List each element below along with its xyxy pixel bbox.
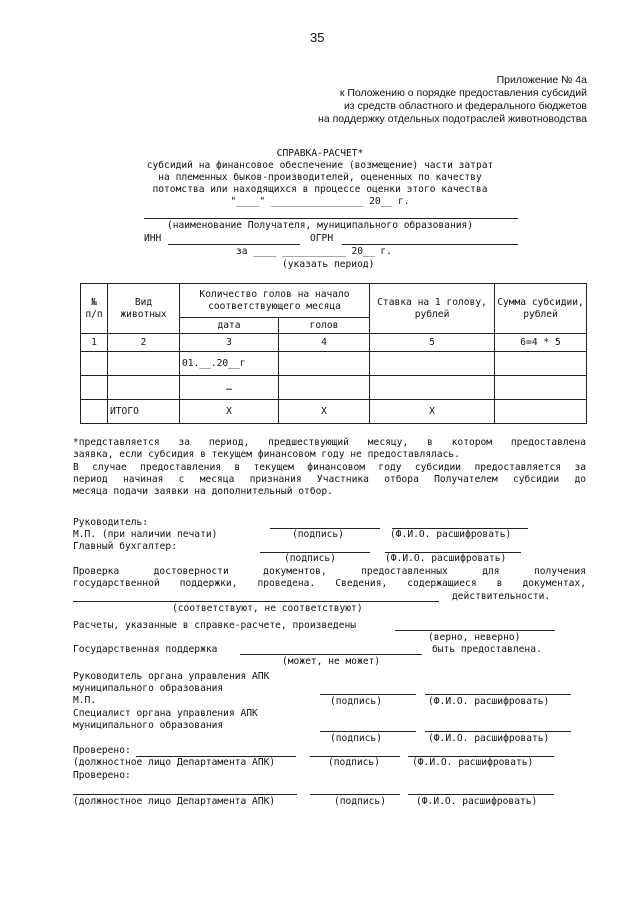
col-number: 2	[108, 334, 180, 352]
footnote-line: *представляется за период, предшествующий месяцу, в котором предоставлена	[73, 437, 586, 448]
total-label: ИТОГО	[108, 400, 180, 424]
checked-label: Проверено:	[73, 770, 131, 781]
signature-line	[310, 794, 400, 795]
support-label: Государственная поддержка	[73, 644, 218, 655]
check-line: Проверка достоверности документов, предоставленных для получения	[73, 566, 586, 577]
col-header-date: дата	[180, 318, 279, 334]
fio-caption: (Ф.И.О. расшифровать)	[412, 757, 534, 768]
table-row	[81, 352, 587, 376]
official-caption: (должностное лицо Департамента АПК)	[73, 796, 276, 807]
note-line: месяца подачи заявки на дополнительный отбор.	[73, 486, 333, 497]
col-header-num: № п/п	[81, 284, 108, 334]
support-end: быть предоставлена.	[432, 644, 542, 655]
fio-line	[408, 794, 554, 795]
col-number: 1	[81, 334, 108, 352]
apk-spec-label: Специалист органа управления АПК	[73, 708, 258, 719]
subsidy-table	[80, 283, 587, 424]
correspond-line	[73, 601, 439, 602]
col-number: 6=4 * 5	[495, 334, 587, 352]
apk-head-label: муниципального образования	[73, 683, 224, 694]
fio-caption: (Ф.И.О. расшифровать)	[385, 553, 507, 564]
seal-label: М.П. (при наличии печати)	[73, 529, 218, 540]
signature-caption: (подпись)	[330, 733, 382, 744]
checked-line	[73, 794, 297, 795]
row-date-cell: 01.__.20__г	[180, 352, 279, 376]
title-line: на племенных быков-производителей, оцененных по качеству	[158, 172, 482, 183]
title-line: потомства или находящихся в процессе оценки этого качества	[152, 184, 488, 195]
signature-caption: (подпись)	[330, 696, 382, 707]
ellipsis-cell: …	[180, 376, 279, 400]
fio-line	[425, 731, 571, 732]
appendix-line: на поддержку отдельных подотраслей животноводства	[318, 113, 587, 125]
col-header-rate: Ставка на 1 голову, рублей	[370, 284, 495, 334]
reality-label: действительности.	[452, 591, 551, 602]
note-line: В случае предоставления в текущем финансовом году субсидии предоставляется за	[73, 462, 586, 473]
head-label: Руководитель:	[73, 517, 149, 528]
correct-line	[395, 630, 555, 631]
signature-caption: (подпись)	[328, 757, 380, 768]
apk-spec-label: муниципального образования	[73, 720, 224, 731]
recipient-name-line	[144, 218, 518, 219]
signature-caption: (подпись)	[292, 529, 344, 540]
signature-line	[320, 731, 416, 732]
table-row	[81, 334, 587, 352]
may-caption: (может, не может)	[282, 656, 381, 667]
inn-label: ИНН	[144, 233, 162, 244]
recipient-name-caption: (наименование Получателя, муниципального образования)	[166, 220, 474, 231]
title-date-line: "____" ________________ 20__ г.	[230, 196, 410, 207]
apk-head-label: Руководитель органа управления АПК	[73, 671, 270, 682]
may-line	[240, 654, 422, 655]
fio-caption: (Ф.И.О. расшифровать)	[428, 696, 550, 707]
note-line: период начиная с месяца признания Участника отбора Получателем субсидии до	[73, 474, 586, 485]
col-header-kind: Вид животных	[108, 284, 180, 334]
x-mark: Х	[180, 400, 279, 424]
calc-label: Расчеты, указанные в справке-расчете, произведены	[73, 620, 357, 631]
page-number: 35	[310, 30, 325, 45]
signature-caption: (подпись)	[284, 553, 336, 564]
col-number: 3	[180, 334, 279, 352]
col-number: 5	[370, 334, 495, 352]
correct-caption: (верно, неверно)	[428, 632, 521, 643]
inn-line	[168, 244, 300, 245]
fio-line	[425, 694, 571, 695]
period-caption: (указать период)	[282, 259, 375, 270]
appendix-line: из средств областного и федерального бюджетов	[343, 100, 587, 112]
check-line: государственной поддержки, проведена. Сведения, содержащиеся в документах,	[73, 578, 586, 589]
signature-caption: (подпись)	[334, 796, 386, 807]
document-title: СПРАВКА-РАСЧЕТ*	[276, 148, 364, 159]
ogrn-line	[342, 244, 518, 245]
fio-caption: (Ф.И.О. расшифровать)	[416, 796, 538, 807]
appendix-line: к Положению о порядке предоставления субсидий	[339, 87, 587, 99]
title-line: субсидий на финансовое обеспечение (возмещение) части затрат	[146, 160, 494, 171]
x-mark: Х	[370, 400, 495, 424]
footnote-line: заявка, если субсидия в текущем финансовом году не предоставлялась.	[73, 449, 460, 460]
x-mark: Х	[279, 400, 370, 424]
col-number: 4	[279, 334, 370, 352]
col-header-heads-group: Количество голов на начало соответствующего месяца	[180, 284, 370, 318]
period-line: за ____ ___________ 20__ г.	[236, 246, 392, 257]
table-row	[81, 376, 587, 400]
chief-accountant-label: Главный бухгалтер:	[73, 541, 177, 552]
appendix-title: Приложение № 4а	[496, 74, 587, 86]
col-header-heads: голов	[279, 318, 370, 334]
checked-label: Проверено:	[73, 745, 131, 756]
correspond-caption: (соответствуют, не соответствуют)	[172, 603, 363, 614]
ogrn-label: ОГРН	[310, 233, 334, 244]
table-row	[81, 400, 587, 424]
mp-label: М.П.	[73, 695, 97, 706]
signature-line	[320, 694, 416, 695]
official-caption: (должностное лицо Департамента АПК)	[73, 757, 276, 768]
fio-caption: (Ф.И.О. расшифровать)	[390, 529, 512, 540]
fio-caption: (Ф.И.О. расшифровать)	[428, 733, 550, 744]
appendix-header	[318, 74, 587, 126]
col-header-sum: Сумма субсидии, рублей	[495, 284, 587, 334]
